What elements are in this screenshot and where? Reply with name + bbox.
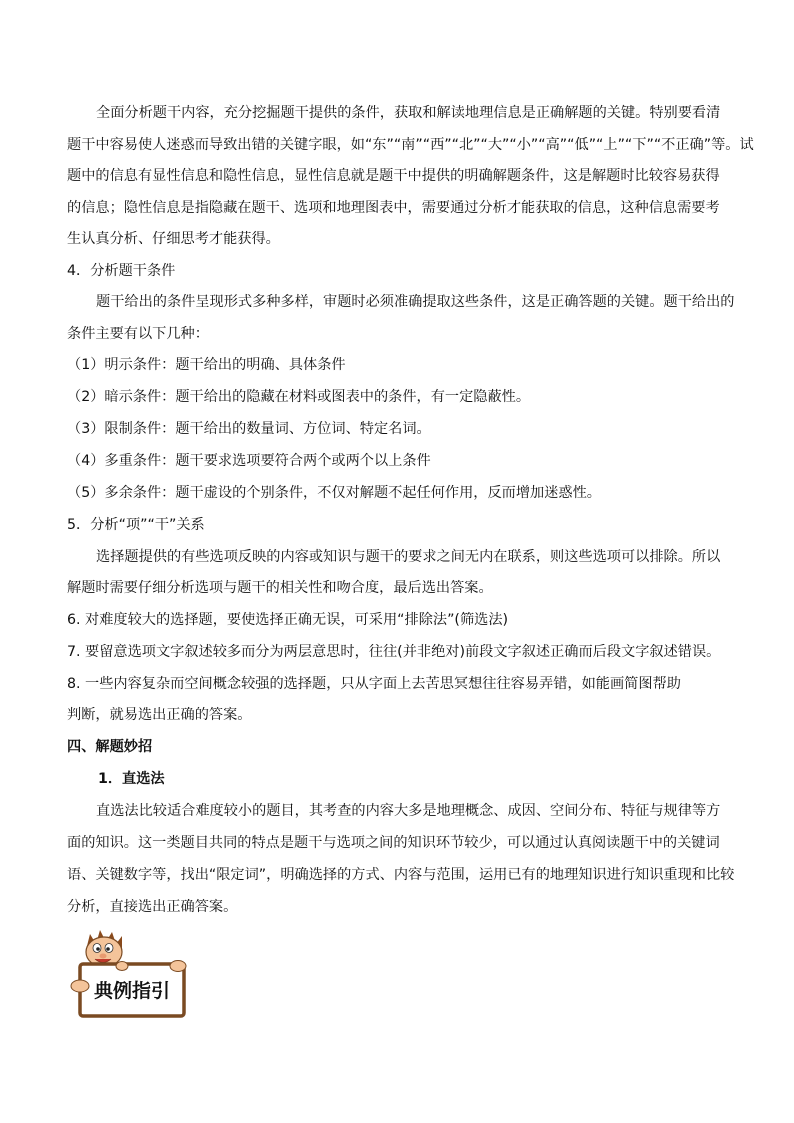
condition-item: （4）多重条件：题干要求选项要符合两个或两个以上条件: [67, 453, 431, 469]
badge-label: 典例指引: [93, 980, 170, 1002]
paragraph-line: 的信息；隐性信息是指隐藏在题干、选项和地理图表中，需要通过分析才能获取的信息，这种信息需要考: [67, 200, 720, 216]
section-4-title: 四、解题妙招: [67, 739, 153, 755]
condition-item: （1）明示条件：题干给出的明确、具体条件: [67, 357, 346, 373]
item-8-continued: 判断，就易选出正确的答案。: [67, 707, 252, 723]
paragraph-line: 条件主要有以下几种：: [67, 326, 209, 342]
paragraph-line: 分析，直接选出正确答案。: [67, 899, 238, 915]
paragraph-line: 全面分析题干内容，充分挖掘题干提供的条件，获取和解读地理信息是正确解题的关键。特别要看清: [96, 105, 721, 121]
condition-item: （2）暗示条件：题干给出的隐藏在材料或图表中的条件，有一定隐蔽性。: [67, 389, 531, 405]
paragraph-line: 解题时需要仔细分析选项与题干的相关性和吻合度，最后选出答案。: [67, 580, 493, 596]
condition-item: （3）限制条件：题干给出的数量词、方位词、特定名词。: [67, 421, 431, 437]
item-6: 6. 对难度较大的选择题，要使选择正确无误，可采用“排除法”(筛选法): [67, 612, 509, 628]
subsection-1-title: 1．直选法: [98, 771, 165, 787]
paragraph-line: 生认真分析、仔细思考才能获得。: [67, 231, 280, 247]
paragraph-line: 题干中容易使人迷惑而导致出错的关键字眼，如“东”“南”“西”“北”“大”“小”“高”“低”“上”“下”“不正确”等。试: [67, 137, 754, 153]
condition-item: （5）多余条件：题干虚设的个别条件，不仅对解题不起任何作用，反而增加迷惑性。: [67, 485, 601, 501]
paragraph-line: 直选法比较适合难度较小的题目，其考查的内容大多是地理概念、成因、空间分布、特征与规律等方: [96, 803, 721, 819]
paragraph-line: 语、关键数字等，找出“限定词”，明确选择的方式、内容与范围，运用已有的地理知识进行知识重现和比较: [67, 867, 735, 883]
heading-4: 4．分析题干条件: [67, 263, 176, 279]
heading-5: 5．分析“项”“干”关系: [67, 517, 205, 533]
item-8: 8. 一些内容复杂而空间概念较强的选择题，只从字面上去苦思冥想往往容易弄错，如能画简图帮助: [67, 676, 681, 692]
paragraph-line: 面的知识。这一类题目共同的特点是题干与选项之间的知识环节较少，可以通过认真阅读题干中的关键词: [67, 835, 720, 851]
item-7: 7. 要留意选项文字叙述较多而分为两层意思时，往往(并非绝对)前段文字叙述正确而后段文字叙述错误。: [67, 644, 721, 660]
paragraph-line: 题干给出的条件呈现形式多种多样，审题时必须准确提取这些条件，这是正确答题的关键。题干给出的: [96, 294, 735, 310]
paragraph-line: 选择题提供的有些选项反映的内容或知识与题干的要求之间无内在联系，则这些选项可以排除。所以: [96, 549, 721, 565]
paragraph-line: 题中的信息有显性信息和隐性信息，显性信息就是题干中提供的明确解题条件，这是解题时比较容易获得: [67, 168, 720, 184]
example-guide-badge: [66, 928, 190, 1024]
